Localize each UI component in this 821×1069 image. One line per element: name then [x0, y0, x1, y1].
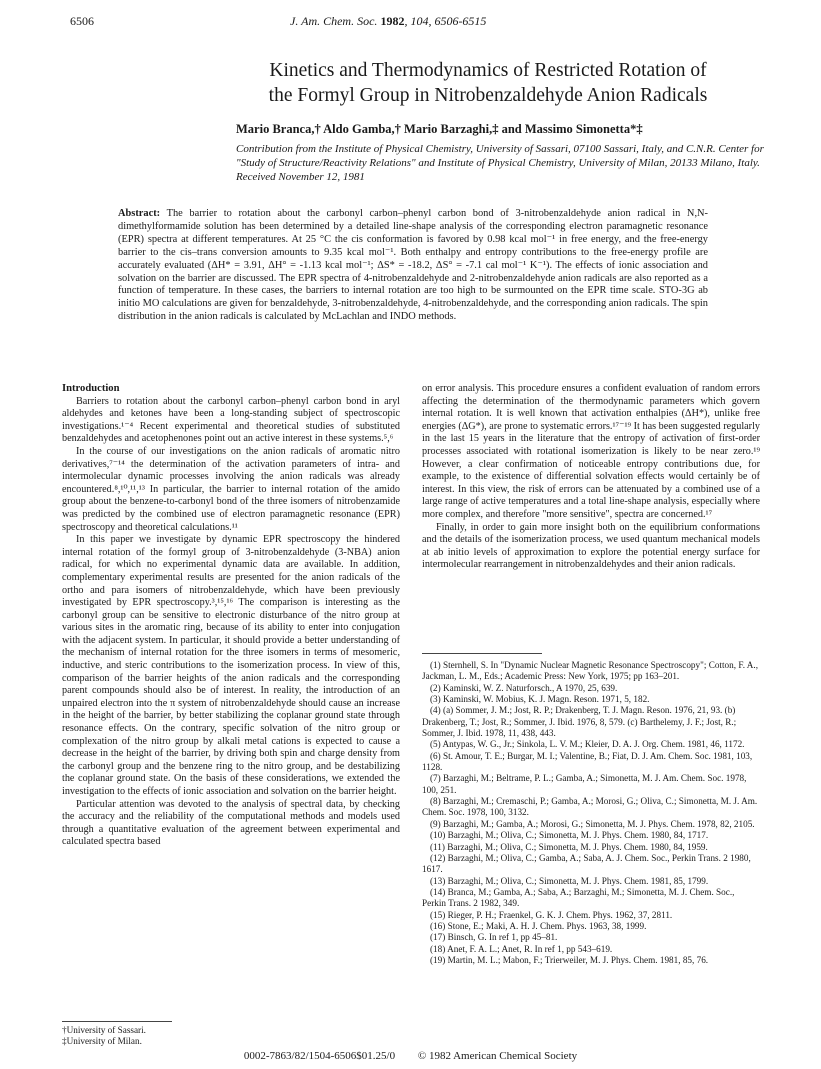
reference-item: (19) Martin, M. L.; Mabon, F.; Trierweiler, M. J. Phys. Chem. 1981, 85, 76. [430, 954, 709, 965]
reference-item: (12) Barzaghi, M.; Oliva, C.; Gamba, A.; Saba, A. J. Chem. Soc., Perkin Trans. 2 1980, 1617. [422, 852, 751, 875]
affiliation: Contribution from the Institute of Physical Chemistry, University of Sassari, 07100 Sassari, Italy, and C.N.R. Center for "Study of Structure/Reactivity Relations" and Institute of Physical Chemistry, University of Milan, 20133 Milano, Italy. Received November 12, 1981 [236, 143, 764, 183]
reference-item: (15) Rieger, P. H.; Fraenkel, G. K. J. Chem. Phys. 1962, 37, 2811. [430, 909, 673, 920]
footnote-sassari: †University of Sassari. [62, 1025, 146, 1035]
footer-code: 0002-7863/82/1504-6506$01.25/0 [243, 1050, 396, 1062]
article-title [238, 58, 738, 108]
reference-item: (10) Barzaghi, M.; Oliva, C.; Simonetta, M. J. Phys. Chem. 1980, 84, 1717. [430, 830, 709, 841]
reference-item: (18) Anet, F. A. L.; Anet, R. In ref 1, pp 543–619. [430, 943, 613, 954]
body-paragraph: Finally, in order to gain more insight both on the equilibrium conformations and the details of the isomerization process, we used quantum mechanical models at ab initio levels of approximation to explore the potential energy surface for intermolecular rearrangement in nitrobenzaldehydes and their anion radicals. [422, 521, 760, 571]
reference-item: (16) Stone, E.; Maki, A. H. J. Chem. Phys. 1963, 38, 1999. [430, 920, 647, 931]
footnote-milan: ‡University of Milan. [62, 1036, 142, 1046]
journal-citation [290, 14, 486, 29]
body-paragraph: Barriers to rotation about the carbonyl carbon–phenyl carbon bond in aryl aldehydes and ketones have been a long-standing subject of spectroscopic investigations.¹⁻⁴ Recent experimental and theoretical studies of substituted benzaldehydes and acetophenones point out an active interest in these systems.⁵,⁶ [62, 395, 400, 445]
reference-item: (6) St. Amour, T. E.; Burgar, M. I.; Valentine, B.; Fiat, D. J. Am. Chem. Soc. 1981, 103, 1128. [422, 750, 753, 773]
title-line-2: the Formyl Group in Nitrobenzaldehyde Anion Radicals [268, 85, 708, 106]
journal-volume-pages: , 104, 6506-6515 [404, 14, 487, 28]
reference-item: (14) Branca, M.; Gamba, A.; Saba, A.; Barzaghi, M.; Simonetta, M. J. Chem. Soc., Perkin Trans. 2 1982, 349. [422, 886, 735, 909]
reference-item: (13) Barzaghi, M.; Oliva, C.; Simonetta, M. J. Phys. Chem. 1981, 85, 1799. [430, 875, 709, 886]
abstract-text: The barrier to rotation about the carbonyl carbon–phenyl carbon bond of 3-nitrobenzaldehyde anion radical in N,N-dimethylformamide solution has been determined by a detailed line-shape analysis of the corresponding electron paramagnetic resonance (EPR) spectra at different temperatures. At 25 °C the cis conformation is favored by 0.98 kcal mol⁻¹ in free energy, and the free-energy barrier to the cis–trans conversion amounts to 9.35 kcal mol⁻¹. Both enthalpy and entropy contributions to the free-energy profile are accurately evaluated (ΔH* = 3.91, ΔH° = -1.13 kcal mol⁻¹; ΔS* = -18.2, ΔS° = -7.1 cal mol⁻¹ K⁻¹). The effects of ionic association and solvation on the barrier are discussed. The EPR spectra of 4-nitrobenzaldehyde and 2-nitrobenzaldehyde anion radicals are also reported as a function of temperature. In these cases, the barriers to internal rotation are too high to be surmounted on the EPR time scale. STO-3G ab initio MO calculations are given for benzaldehyde, 3-nitrobenzaldehyde, 4-nitrobenzaldehyde, and the corresponding anion radicals. The spin distribution in the anion radicals is calculated by McLachlan and INDO methods. [118, 208, 708, 323]
reference-item: (17) Binsch, G. In ref 1, pp 45–81. [430, 932, 558, 943]
references-list [422, 660, 760, 966]
reference-item: (3) Kaminski, W. Mobius, K. J. Magn. Reson. 1971, 5, 182. [430, 694, 650, 705]
references-divider [422, 653, 542, 654]
body-paragraph: Particular attention was devoted to the analysis of spectral data, by checking the accuracy and the reliability of the computational methods and models used through a quantitative evaluation of the agreement between experimental and calculated spectra based [62, 798, 400, 848]
title-line-1: Kinetics and Thermodynamics of Restricted Rotation of [269, 60, 707, 81]
reference-item: (11) Barzaghi, M.; Oliva, C.; Simonetta, M. J. Phys. Chem. 1980, 84, 1959. [430, 841, 708, 852]
journal-name: J. Am. Chem. Soc. [290, 14, 378, 28]
left-column [62, 383, 400, 849]
reference-item: (1) Sternhell, S. In "Dynamic Nuclear Magnetic Resonance Spectroscopy"; Cotton, F. A., Jackman, L. M., Eds.; Academic Press: New York, 1975; pp 163–201. [422, 660, 759, 682]
right-column [422, 383, 760, 572]
body-paragraph: on error analysis. This procedure ensures a confident evaluation of random errors affecting the determination of the thermodynamic parameters which govern internal rotation. It is well known that activation enthalpies (ΔH*), unlike free energies (ΔG*), are prone to systematic errors.¹⁷⁻¹⁹ It has been suggested regularly in the last 15 years in the literature that the entropy of activation of first-order processes associated with rotational isomerization is likely to be near zero.¹⁹ However, a clear confirmation of noticeable entropy contributions due, for example, to the existence of differential solvation effects would certainly be of interest. In this view, the risk of errors can be attenuated by a combined use of a large range of active temperatures and a total line-shape analysis, especially where more complex, and therefore "more sensitive", spectra are concerned.¹⁷ [422, 383, 760, 520]
page-footer [0, 1050, 821, 1062]
footnote-divider [62, 1021, 172, 1022]
reference-item: (7) Barzaghi, M.; Beltrame, P. L.; Gamba, A.; Simonetta, M. J. Am. Chem. Soc. 1978, 100, 251. [422, 773, 747, 795]
body-paragraph: In the course of our investigations on the anion radicals of aromatic nitro derivatives,⁷⁻¹⁴ the determination of the activation parameters of intra- and intermolecular dynamic processes involving the anion radicals was already encountered.⁸,¹⁰,¹¹,¹³ In particular, the barrier to internal rotation of the amido group about the benzene-to-carbonyl bond of the three isomers of nitrobenzamide was predicted by the combined use of electron paramagnetic resonance (EPR) spectroscopy and theoretical calculations.¹¹ [62, 445, 400, 533]
abstract-label: Abstract: [118, 208, 161, 219]
journal-year: 1982 [380, 14, 405, 28]
reference-item: (2) Kaminski, W. Z. Naturforsch., A 1970, 25, 639. [430, 682, 618, 693]
body-paragraph: In this paper we investigate by dynamic EPR spectroscopy the hindered internal rotation of the formyl group of 3-nitrobenzaldehyde (3-NBA) anion radical, for which no experimental dynamic data are available. In addition, complementary experimental results are presented for the anion radicals of the ortho and para isomers of nitrobenzaldehyde, which have been previously investigated by EPR spectroscopy.³,¹⁵,¹⁶ The comparison is interesting as the carbonyl group can be sensitive to electronic disturbance of the nitro group at various sites in the aromatic ring, because of its ability to enter into conjugation with the adjacent system. In particular, it should provide a better understanding of the mechanism of internal rotation for the three isomers in terms of mesomeric, inductive, and steric contributions to the isomerization process. In view of this, comparison of the barrier heights of the anion radicals and the corresponding parent compounds should also be of interest. In reality, the introduction of an unpaired electron into the π system of nitrobenzaldehyde should cause an increase in the height of the barrier, by better stabilizing the coplanar ground state through resonance effects. On the contrary, specific solvation of the nitro group or complexation of the nitro group by alkali metal cations is expected to cause a decrease in the height of the barrier, by driving both spin and charge density from the carbonyl group and the benzene ring to the nitro group, and be destabilizing the coplanar ground state. On the basis of these considerations, we extended the investigation to the effects of ionic association and solvation on the barrier height. [62, 534, 400, 797]
reference-item: (4) (a) Sommer, J. M.; Jost, R. P.; Drakenberg, T. J. Magn. Reson. 1976, 21, 93. (b) Drakenberg, T.; Jost, R.; Sommer, J. Ibid. 1976, 8, 579. (c) Barthelemy, J. F.; Jost, R.; Sommer, J. Ibid. 1978, 11, 438, 443. [422, 705, 737, 739]
authors: Mario Branca,† Aldo Gamba,† Mario Barzaghi,‡ and Massimo Simonetta*‡ [236, 122, 643, 136]
reference-item: (8) Barzaghi, M.; Cremaschi, P.; Gamba, A.; Morosi, G.; Oliva, C.; Simonetta, M. J. Am. Chem. Soc. 1978, 100, 3132. [422, 796, 758, 818]
reference-item: (5) Antypas, W. G., Jr.; Sinkola, L. V. M.; Kleier, D. A. J. Org. Chem. 1981, 46, 1172. [430, 739, 745, 750]
footnotes [62, 1025, 146, 1047]
reference-item: (9) Barzaghi, M.; Gamba, A.; Morosi, G.; Simonetta, M. J. Phys. Chem. 1978, 82, 2105. [430, 818, 755, 829]
page-number: 6506 [70, 14, 94, 28]
footer-copyright: © 1982 American Chemical Society [417, 1050, 578, 1062]
abstract [118, 208, 708, 324]
introduction-heading: Introduction [62, 383, 120, 394]
